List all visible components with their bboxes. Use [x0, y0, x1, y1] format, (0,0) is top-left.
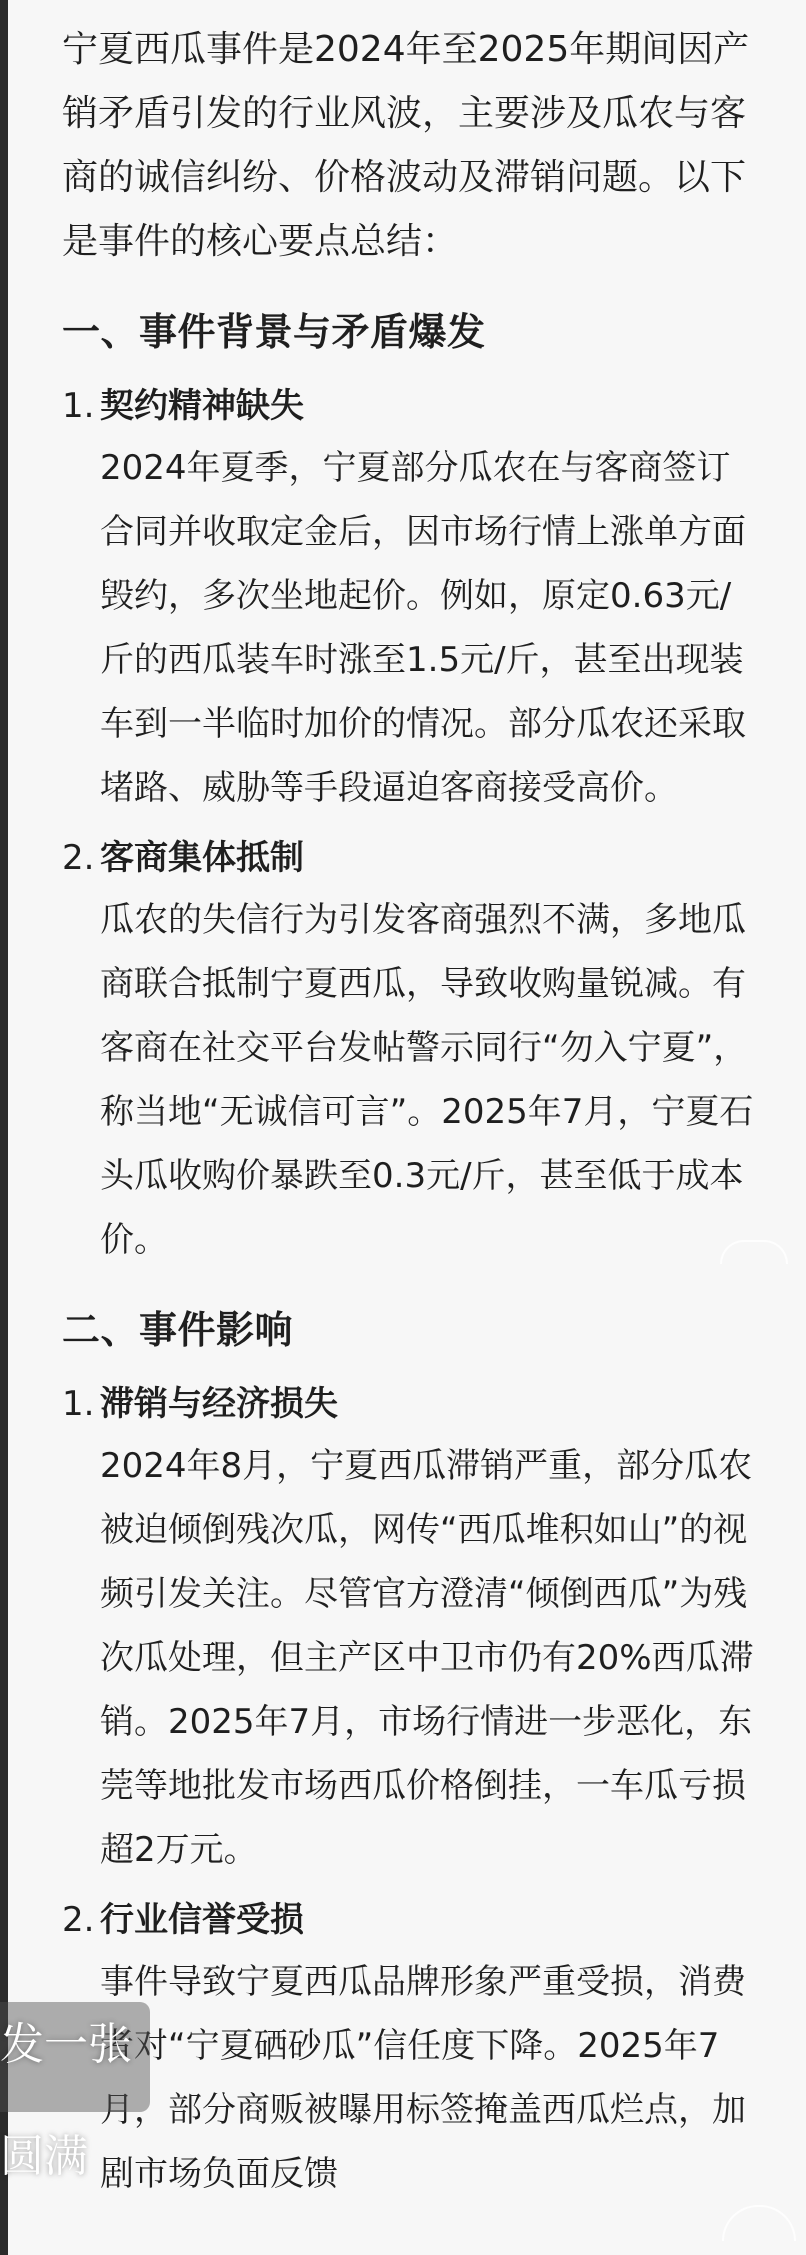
list-item-title: 行业信誉受损: [100, 1900, 304, 1940]
list-item-body: 事件导致宁夏西瓜品牌形象严重受损，消费者对“宁夏硒砂瓜”信任度下降。2025年7月，部分商贩被曝用标签掩盖西瓜烂点，加剧市场负面反馈: [100, 1962, 746, 2194]
article-content: [62, 18, 762, 2206]
intro-paragraph: 宁夏西瓜事件是2024年至2025年期间因产销矛盾引发的行业风波，主要涉及瓜农与客商的诚信纠纷、价格波动及滞销问题。以下是事件的核心要点总结：: [62, 29, 750, 262]
list-item-body: 瓜农的失信行为引发客商强烈不满，多地瓜商联合抵制宁夏西瓜，导致收购量锐减。有客商在社交平台发帖警示同行“勿入宁夏”，称当地“无诚信可言”。2025年7月，宁夏石头瓜收购价暴跌至0.3元/斤，甚至低于成本价。: [100, 900, 754, 1260]
list-item-body: 2024年夏季，宁夏部分瓜农在与客商签订合同并收取定金后，因市场行情上涨单方面毁约，多次坐地起价。例如，原定0.63元/斤的西瓜装车时涨至1.5元/斤，甚至出现装车到一半临时加价的情况。部分瓜农还采取堵路、威胁等手段逼迫客商接受高价。: [100, 448, 746, 808]
section-impact: [62, 1302, 762, 2206]
list-item-number: 2.: [62, 838, 95, 878]
list-item-title: 客商集体抵制: [100, 838, 304, 878]
section-title-impact: 二、事件影响: [62, 1308, 294, 1352]
list-item: [62, 1890, 762, 2206]
overlay-text-top: 发一张: [0, 2019, 132, 2070]
left-edge: [0, 0, 8, 2255]
overlay-text-bottom: 圆满: [0, 2131, 88, 2182]
list-item-number: 2.: [62, 1900, 95, 1940]
section-background: [62, 304, 762, 1272]
list-item-heading: [62, 828, 762, 888]
list-item: [62, 376, 762, 820]
section-title-background: 一、事件背景与矛盾爆发: [62, 310, 486, 354]
list-item-heading: [62, 1890, 762, 1950]
scroll-bubble-icon[interactable]: [720, 1240, 788, 1264]
list-item-heading: [62, 376, 762, 436]
list-item-heading: [62, 1374, 762, 1434]
list-item: [62, 1374, 762, 1882]
list-item-title: 滞销与经济损失: [100, 1384, 338, 1424]
list-item-number: 1.: [62, 386, 95, 426]
list-item-body: 2024年8月，宁夏西瓜滞销严重，部分瓜农被迫倾倒残次瓜，网传“西瓜堆积如山”的视频引发关注。尽管官方澄清“倾倒西瓜”为残次瓜处理，但主产区中卫市仍有20%西瓜滞销。2025年7月，市场行情进一步恶化，东莞等地批发市场西瓜价格倒挂，一车瓜亏损超2万元。: [100, 1446, 754, 1870]
list-item-number: 1.: [62, 1384, 95, 1424]
bottom-bubble-icon[interactable]: [722, 2205, 796, 2241]
list-item-title: 契约精神缺失: [100, 386, 304, 426]
list-item: [62, 828, 762, 1272]
